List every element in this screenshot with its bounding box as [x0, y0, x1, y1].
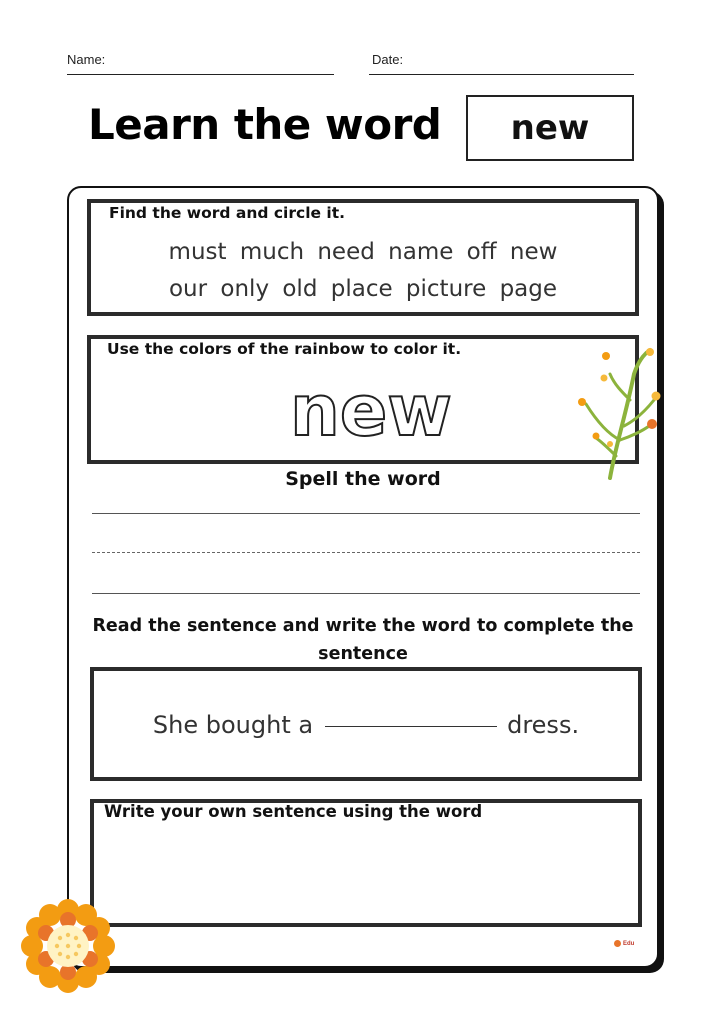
date-line[interactable] [369, 74, 634, 75]
writing-line-top[interactable] [92, 513, 640, 514]
writing-line-middle[interactable] [92, 552, 640, 553]
sentence-blank[interactable] [325, 726, 497, 727]
writing-line-bottom[interactable] [92, 593, 640, 594]
sentence-text [94, 711, 638, 739]
spell-word-title: Spell the word [285, 468, 441, 490]
date-label: Date: [372, 52, 404, 67]
name-line[interactable] [67, 74, 334, 75]
sentence-start: She bought a [152, 711, 314, 739]
page-title: Learn the word [88, 100, 442, 149]
sentence-box [90, 667, 642, 781]
target-word: new [510, 108, 590, 148]
outlined-word: new [290, 371, 452, 449]
orange-flower-icon [20, 898, 116, 994]
word-list-row-2[interactable]: our only old place picture page [168, 276, 558, 302]
word-list-row-1[interactable]: must much need name off new [168, 239, 558, 265]
brand-logo [614, 940, 634, 947]
find-word-title: Find the word and circle it. [109, 204, 346, 222]
complete-sentence-title: Read the sentence and write the word to complete the sentence [92, 616, 634, 664]
outlined-word-graphic[interactable] [251, 371, 491, 449]
sentence-end: dress. [507, 711, 580, 739]
target-word-box [466, 95, 634, 161]
own-sentence-box[interactable] [90, 799, 642, 927]
color-word-title: Use the colors of the rainbow to color it. [107, 340, 462, 358]
find-word-box [87, 199, 639, 316]
twig-with-berries-icon [574, 344, 664, 484]
color-word-box [87, 335, 639, 464]
own-sentence-title: Write your own sentence using the word [104, 802, 483, 821]
brand-text: Edu [623, 940, 635, 947]
brand-dot-icon [614, 940, 621, 947]
name-label: Name: [67, 52, 106, 67]
